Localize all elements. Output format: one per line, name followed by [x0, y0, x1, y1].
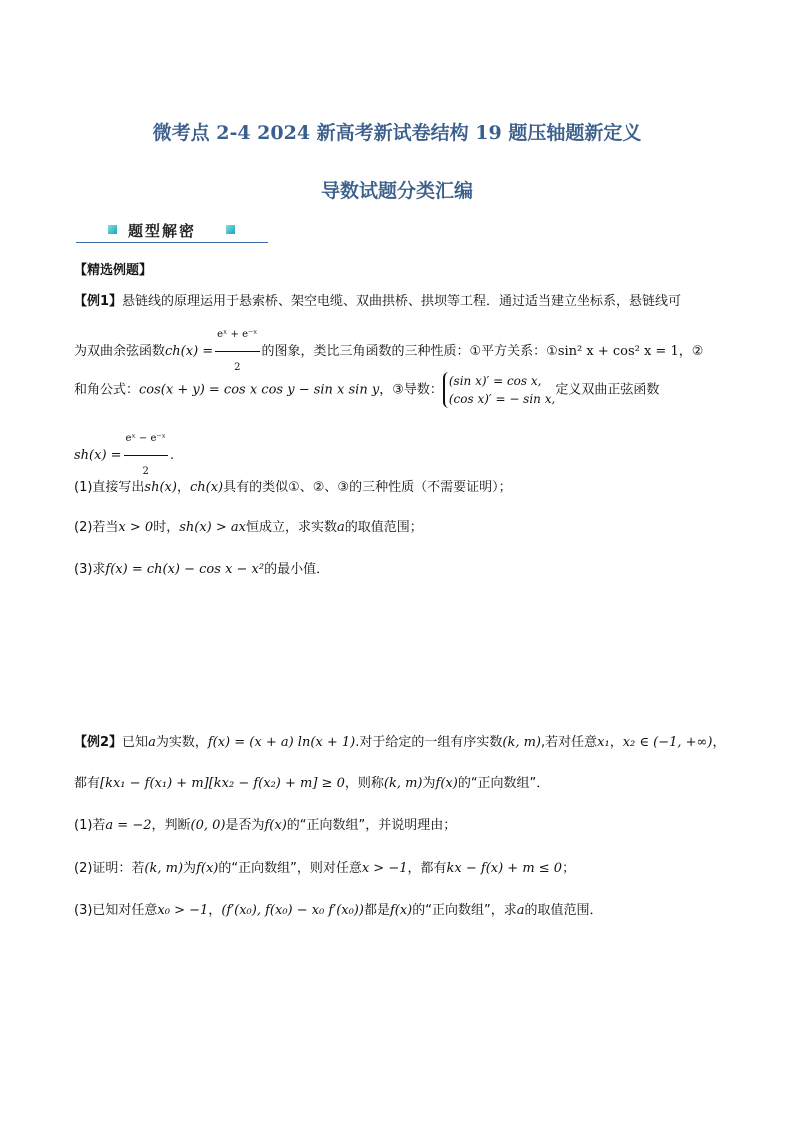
math: sh(x) > ax [179, 520, 246, 535]
sh-numerator: eˣ − e⁻ˣ [124, 424, 168, 456]
sum-formula: cos(x + y) = cos x cos y − sin x sin y [139, 382, 380, 398]
banner-text: 题型解密 [128, 222, 197, 240]
text: ， [208, 903, 222, 918]
math: f(x) [264, 818, 287, 833]
math: x > 0 [118, 520, 154, 535]
math: x₁ [597, 735, 610, 750]
ex1-question3 [74, 558, 329, 577]
text: 的取值范围． [524, 903, 603, 918]
math: f(x) [389, 903, 413, 918]
math: (k, m) [383, 776, 423, 791]
text: 的“正向数组”，则对任意 [218, 861, 362, 876]
ch-formula-lhs: ch(x) = [165, 344, 214, 359]
text: 的取值范围； [344, 520, 423, 535]
math: (0, 0) [190, 818, 226, 833]
ex2-question3 [74, 899, 603, 918]
math: a = −2 [105, 818, 152, 833]
text: ， [176, 480, 190, 495]
ex2-line1 [74, 731, 725, 750]
math: (k, m) [502, 735, 542, 750]
math: x₂ ∈ (−1, +∞) [622, 735, 713, 750]
text: (3)已知对任意 [74, 903, 158, 918]
math: a [148, 735, 156, 750]
ex1-label: 【例1】 [74, 294, 123, 309]
derivative-cos: (cos x)′ = − sin x, [448, 392, 556, 406]
math: f(x) [435, 776, 458, 791]
math: x₀ > −1 [157, 903, 209, 918]
text: ； [562, 861, 576, 876]
text: (3)求 [74, 562, 106, 577]
math: kx − f(x) + m ≤ 0 [446, 861, 563, 876]
text: (2)证明：若 [74, 861, 145, 876]
page-title-line2: 导数试题分类汇编 [320, 180, 473, 202]
text: 的最小值． [264, 562, 330, 577]
text: 和角公式： [74, 382, 140, 398]
section-heading: 【精选例题】 [74, 263, 153, 278]
text: 都有 [74, 776, 101, 791]
text: (2)若当 [74, 520, 119, 535]
text: 都是 [363, 903, 390, 918]
text: ,若对任意 [541, 735, 598, 750]
ex1-line1 [74, 290, 681, 309]
text: 为实数， [155, 735, 208, 750]
ex1-text: 悬链线的原理运用于悬索桥、架空电缆、双曲拱桥、拱坝等工程．通过适当建立坐标系，悬链线可 [122, 294, 682, 309]
derivative-system [443, 372, 555, 408]
square-bullet-icon [226, 225, 235, 234]
ch-numerator: eˣ + e⁻ˣ [215, 320, 259, 352]
math: ch(x) [189, 480, 224, 495]
text: . [169, 448, 175, 463]
text: 的图象，类比三角函数的三种性质：①平方关系：① [261, 344, 558, 359]
math: sh(x) [144, 480, 177, 495]
ex2-label: 【例2】 [74, 735, 123, 750]
text: 为双曲余弦函数 [74, 344, 166, 359]
text: ，判断 [151, 818, 191, 833]
text: ，都有 [407, 861, 447, 876]
ex2-line2 [74, 772, 549, 791]
math: x > −1 [361, 861, 408, 876]
pythag-identity: sin² x + cos² x = 1 [557, 344, 679, 359]
text: .对于给定的一组有序实数 [355, 735, 503, 750]
ex2-question2 [74, 857, 575, 876]
text: 恒成立，求实数 [245, 520, 337, 535]
ex1-question1 [74, 476, 512, 495]
sh-denominator: 2 [142, 466, 149, 477]
math: a [516, 903, 525, 918]
text: (1)直接写出 [74, 480, 145, 495]
text: 的“正向数组”． [457, 776, 550, 791]
square-bullet-icon [108, 225, 117, 234]
math: f(x) = ch(x) − cos x − x² [105, 562, 265, 577]
text: ， [712, 735, 726, 750]
sh-formula-lhs: sh(x) = [74, 448, 122, 463]
text: ，② [678, 344, 704, 359]
math: (k, m) [144, 861, 184, 876]
page-title-line1: 微考点 2-4 2024 新高考新试卷结构 19 题压轴题新定义 [152, 122, 642, 144]
text: 是否为 [225, 818, 265, 833]
text: ， [609, 735, 623, 750]
banner-underline [76, 242, 268, 243]
math: f(x) [196, 861, 219, 876]
ch-denominator: 2 [234, 362, 241, 373]
text: 已知 [122, 735, 149, 750]
text: ，③导数： [379, 382, 443, 398]
derivative-sin: (sin x)′ = cos x, [448, 374, 542, 388]
text: 时， [153, 520, 180, 535]
text: 定义双曲正弦函数 [555, 382, 660, 398]
math: a [336, 520, 345, 535]
text: 的“正向数组”，并说明理由； [286, 818, 457, 833]
text: ，则称 [344, 776, 384, 791]
text: 为 [183, 861, 197, 876]
text: (1)若 [74, 818, 106, 833]
math: f(x) = (x + a) ln(x + 1) [207, 735, 356, 750]
math: [kx₁ − f(x₁) + m][kx₂ − f(x₂) + m] ≥ 0 [100, 776, 345, 791]
text: 的“正向数组”，求 [412, 903, 517, 918]
section-banner [76, 219, 268, 243]
text: 具有的类似①、②、③的三种性质（不需要证明）； [223, 480, 512, 495]
math: (f′(x₀), f(x₀) − x₀ f′(x₀)) [221, 903, 364, 918]
ex2-question1 [74, 814, 456, 833]
ex1-line3 [74, 372, 659, 409]
text: 为 [422, 776, 436, 791]
ex1-question2 [74, 516, 423, 535]
